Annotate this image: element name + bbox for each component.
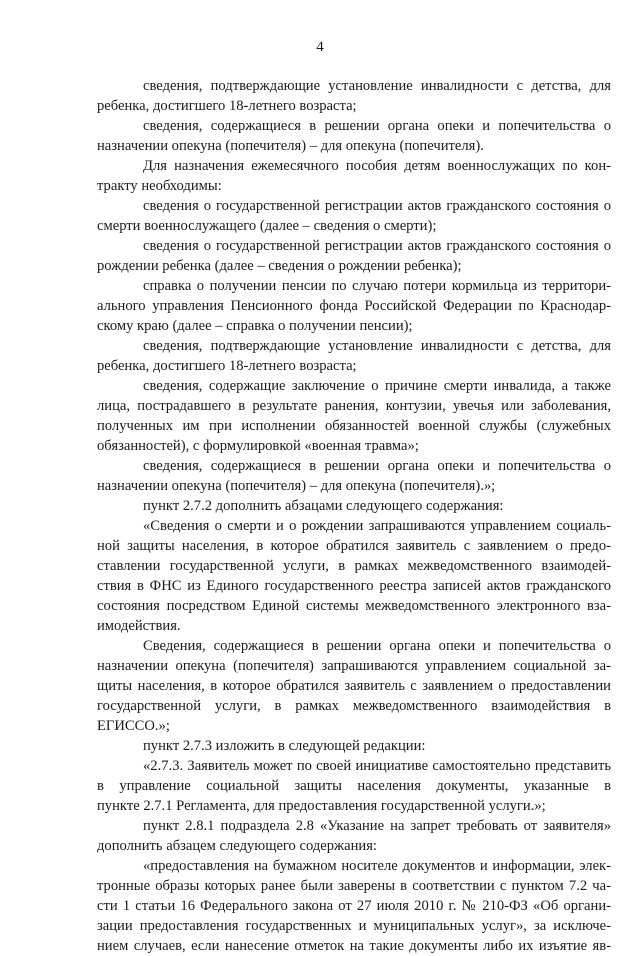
text-line: [97, 116, 611, 136]
text-line-content: сведения, содержащиеся в решении органа опеки и попечительства о: [143, 458, 611, 474]
text-line: [97, 76, 611, 96]
text-line: [97, 716, 611, 736]
text-line-content: сти 1 статьи 16 Федерального закона от 27 июля 2010 г. № 210-ФЗ «Об органи-: [97, 898, 611, 914]
text-line-content: имодействия.: [97, 618, 181, 634]
text-line: [97, 296, 611, 316]
text-line-content: обязанностей), с формулировкой «военная травма»;: [97, 438, 419, 454]
text-line: [97, 596, 611, 616]
text-line: [97, 176, 611, 196]
text-line: [97, 316, 611, 336]
text-line-content: ребенка, достигшего 18-летнего возраста;: [97, 358, 357, 374]
text-line: [97, 796, 611, 816]
text-line-content: состояния посредством Единой системы межведомственного электронного вза-: [97, 598, 611, 614]
text-line-content: «предоставления на бумажном носителе документов и информации, элек-: [143, 858, 611, 874]
text-line: [97, 496, 611, 516]
text-line-content: «2.7.3. Заявитель может по своей инициативе самостоятельно представить: [143, 758, 611, 774]
text-line: [97, 196, 611, 216]
text-line-content: пункт 2.7.3 изложить в следующей редакции:: [143, 738, 426, 754]
text-line: [97, 556, 611, 576]
text-line-content: ставлении государственной услуги, в рамках межведомственного взаимодей-: [97, 558, 611, 574]
document-body: [97, 76, 611, 956]
text-line-content: ребенка, достигшего 18-летнего возраста;: [97, 98, 357, 114]
text-line-content: тракту необходимы:: [97, 178, 222, 194]
text-line: [97, 136, 611, 156]
text-line-content: пункте 2.7.1 Регламента, для предоставления государственной услуги.»;: [97, 798, 546, 814]
text-line: [97, 836, 611, 856]
text-line: [97, 536, 611, 556]
text-line: [97, 816, 611, 836]
text-line-content: сведения о государственной регистрации актов гражданского состояния о: [143, 238, 611, 254]
text-line: [97, 236, 611, 256]
text-line: [97, 876, 611, 896]
text-line: [97, 336, 611, 356]
page-number: 4: [316, 39, 324, 55]
text-line: [97, 696, 611, 716]
text-line: [97, 516, 611, 536]
text-line: [97, 436, 611, 456]
text-line-content: тронные образы которых ранее были заверены в соответствии с пунктом 7.2 ча-: [97, 878, 611, 894]
text-line-content: сведения, содержащие заключение о причине смерти инвалида, а также: [143, 378, 611, 394]
text-line: [97, 856, 611, 876]
text-line-content: ЕГИССО.»;: [97, 718, 170, 734]
text-line-content: лица, пострадавшего в результате ранения, контузии, увечья или заболевания,: [97, 398, 611, 414]
text-line-content: щиты населения, в которое обратился заявитель с заявлением о предоставлении: [97, 678, 611, 694]
text-line-content: Для назначения ежемесячного пособия детям военнослужащих по кон-: [143, 158, 611, 174]
text-line: [97, 756, 611, 776]
text-line: [97, 256, 611, 276]
text-line-content: ального управления Пенсионного фонда Российской Федерации по Краснодар-: [97, 298, 611, 314]
text-line: [97, 576, 611, 596]
text-line: [97, 396, 611, 416]
text-line-content: в управление социальной защиты населения документы, указанные в: [97, 778, 611, 794]
text-line: [97, 776, 611, 796]
text-line-content: дополнить абзацем следующего содержания:: [97, 838, 377, 854]
text-line-content: зации предоставления государственных и муниципальных услуг», за исключе-: [97, 918, 611, 934]
text-line-content: назначении опекуна (попечителя) – для опекуна (попечителя).»;: [97, 478, 496, 494]
text-line-content: ствия в ФНС из Единого государственного реестра записей актов гражданского: [97, 578, 611, 594]
text-line-content: пункт 2.7.2 дополнить абзацами следующего содержания:: [143, 498, 504, 514]
text-line: [97, 476, 611, 496]
text-line: [97, 916, 611, 936]
text-line-content: назначении опекуна (попечителя) запрашиваются управлением социальной за-: [97, 658, 611, 674]
text-line: [97, 376, 611, 396]
text-line: [97, 156, 611, 176]
text-line: [97, 936, 611, 956]
text-line-content: рождении ребенка (далее – сведения о рождении ребенка);: [97, 258, 462, 274]
text-line: [97, 896, 611, 916]
text-line: [97, 216, 611, 236]
text-line: [97, 676, 611, 696]
text-line-content: Сведения, содержащиеся в решении органа опеки и попечительства о: [143, 638, 611, 654]
text-line: [97, 96, 611, 116]
text-line: [97, 276, 611, 296]
text-line-content: «Сведения о смерти и о рождении запрашиваются управлением социаль-: [143, 518, 611, 534]
text-line-content: полученных им при исполнении обязанностей военной службы (служебных: [97, 418, 611, 434]
text-line: [97, 636, 611, 656]
text-line-content: государственной услуги, в рамках межведомственного взаимодействия в: [97, 698, 611, 714]
text-line-content: сведения, содержащиеся в решении органа опеки и попечительства о: [143, 118, 611, 134]
text-line-content: сведения, подтверждающие установление инвалидности с детства, для: [143, 338, 611, 354]
text-line-content: скому краю (далее – справка о получении пенсии);: [97, 318, 413, 334]
text-line: [97, 656, 611, 676]
text-line-content: назначении опекуна (попечителя) – для опекуна (попечителя).: [97, 138, 484, 154]
text-line: [97, 456, 611, 476]
text-line-content: нием случаев, если нанесение отметок на такие документы либо их изъятие яв-: [97, 938, 611, 954]
text-line: [97, 356, 611, 376]
text-line: [97, 616, 611, 636]
text-line-content: справка о получении пенсии по случаю потери кормильца из территори-: [143, 278, 611, 294]
text-line-content: ной защиты населения, в которое обратился заявитель с заявлением о предо-: [97, 538, 611, 554]
text-line: [97, 416, 611, 436]
text-line: [97, 736, 611, 756]
text-line-content: пункт 2.8.1 подраздела 2.8 «Указание на запрет требовать от заявителя»: [143, 818, 611, 834]
text-line-content: смерти военнослужащего (далее – сведения о смерти);: [97, 218, 437, 234]
text-line-content: сведения, подтверждающие установление инвалидности с детства, для: [143, 78, 611, 94]
text-line-content: сведения о государственной регистрации актов гражданского состояния о: [143, 198, 611, 214]
